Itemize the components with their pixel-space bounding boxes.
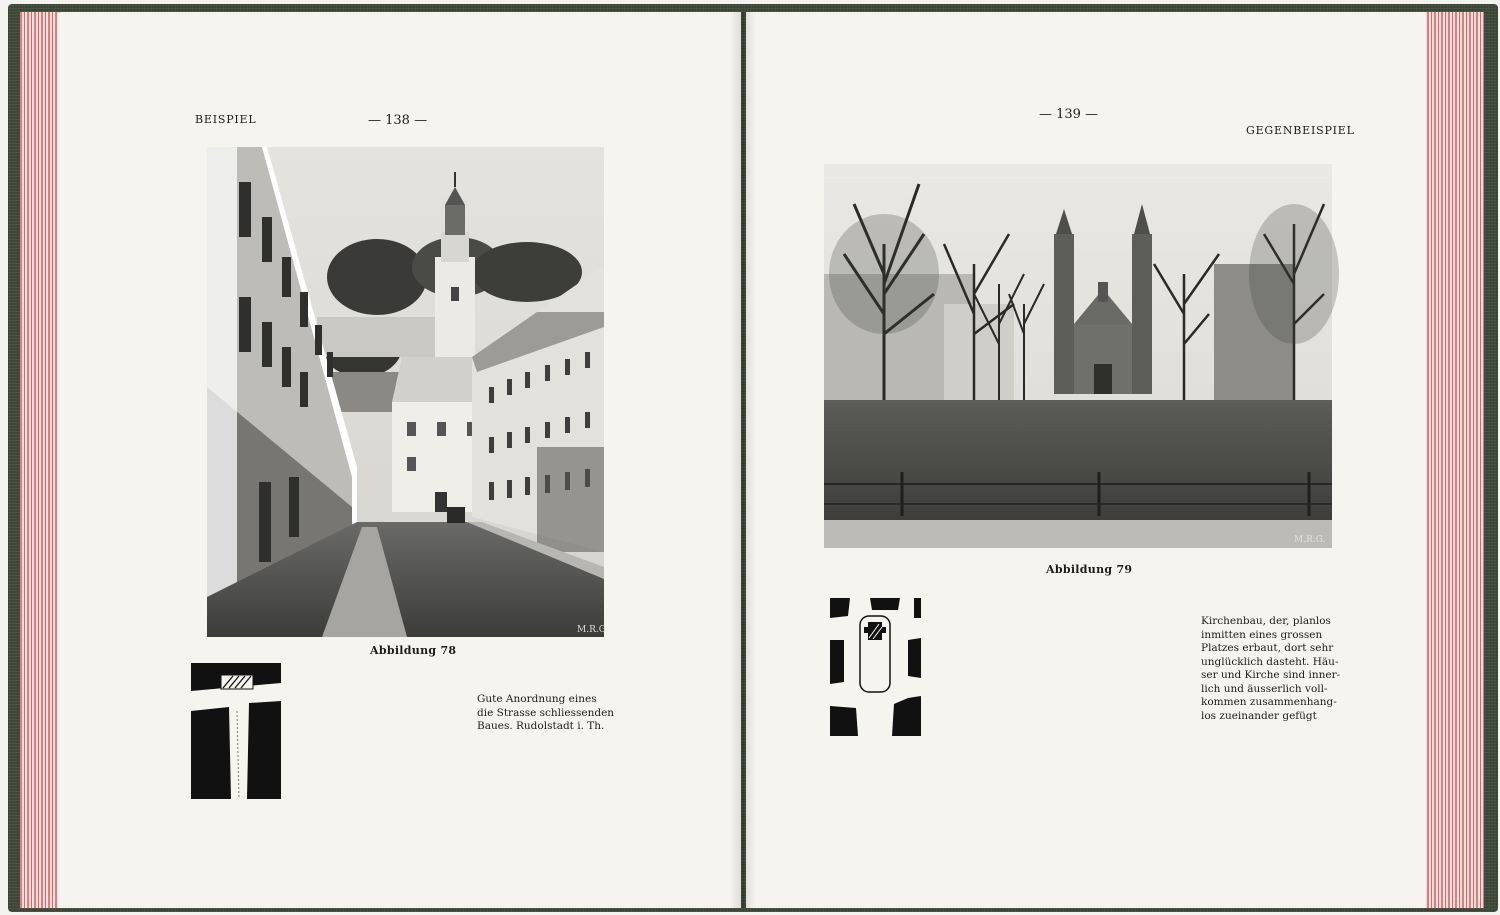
right-description-line: ser und Kirche sind inner- [1201, 669, 1341, 681]
left-description-line: die Strasse schliessenden [477, 706, 615, 719]
right-page-edges [1422, 12, 1484, 908]
church-square-photo [824, 164, 1332, 548]
left-description-line: Baues. Rudolstadt i. Th. [477, 720, 605, 732]
left-figure-caption: Abbildung 78 [370, 644, 457, 657]
left-page-edges [20, 12, 60, 908]
right-description-line: unglücklich dasteht. Häu- [1201, 655, 1339, 668]
plan-diagram-church-square-icon [830, 598, 921, 736]
right-description-line: kommen zusammenhang- [1201, 696, 1337, 708]
left-description [477, 693, 617, 734]
left-description-line: Gute Anordnung eines [477, 693, 597, 705]
right-description-line: inmitten eines grossen [1201, 628, 1323, 641]
right-figure-caption: Abbildung 79 [1046, 563, 1133, 576]
right-description-line: los zueinander gefügt [1201, 709, 1317, 722]
left-page-number: — 138 — [368, 113, 428, 128]
left-photo-monogram: M.R.G. [577, 625, 609, 635]
right-page-number: — 139 — [1039, 107, 1099, 122]
right-description-line: lich und äusserlich voll- [1201, 682, 1328, 695]
right-header-label: GEGENBEISPIEL [1246, 124, 1355, 137]
left-page [58, 12, 741, 908]
book-gutter [730, 12, 756, 908]
street-photo [207, 147, 609, 637]
right-description [1201, 615, 1351, 723]
right-photo-monogram: M.R.G. [1294, 535, 1326, 545]
right-description-line: Platzes erbaut, dort sehr [1201, 642, 1334, 654]
right-page [746, 12, 1426, 908]
left-header-label: BEISPIEL [195, 113, 257, 126]
right-description-line: Kirchenbau, der, planlos [1201, 615, 1331, 627]
plan-diagram-street-closing-icon [191, 663, 281, 799]
